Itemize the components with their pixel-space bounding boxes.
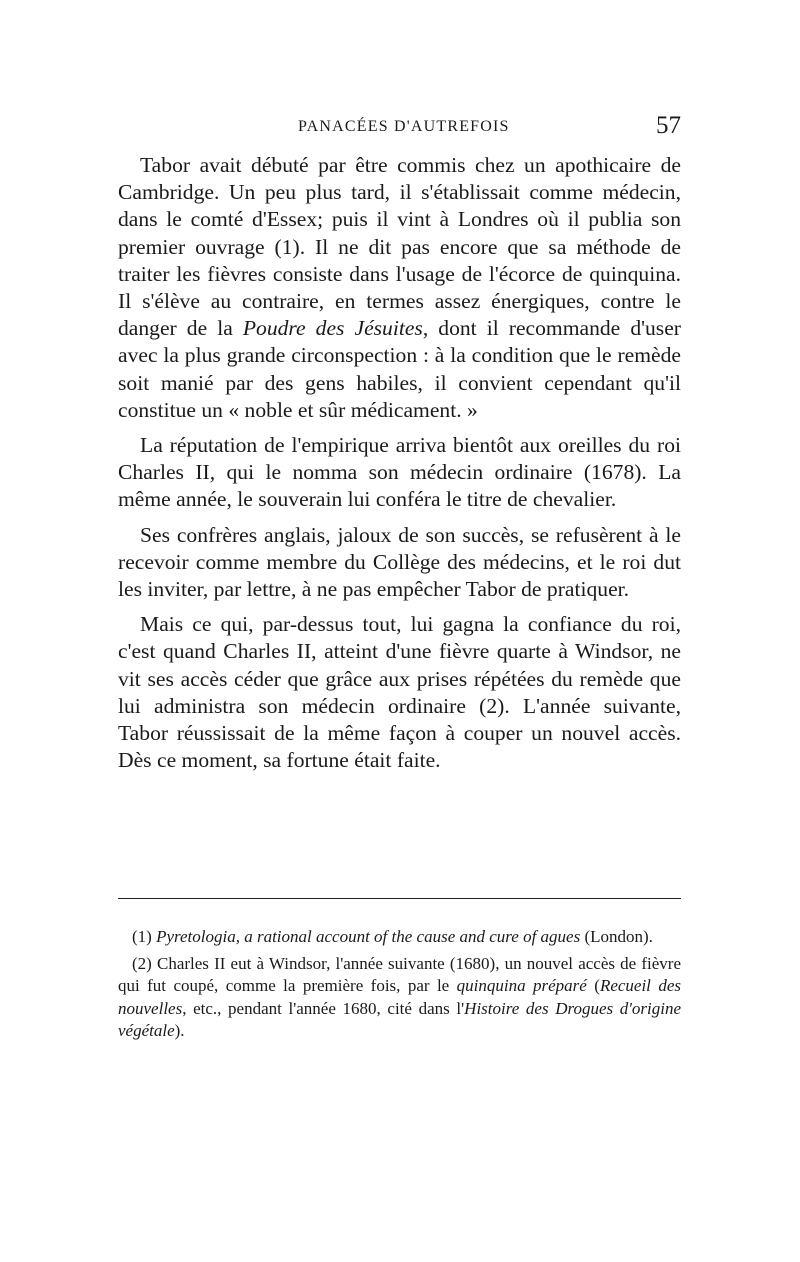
paragraph-3: Ses confrères anglais, jaloux de son succès, se refusèrent à le recevoir comme membre du Collège des médecins, et le roi dut les inviter, par lettre, à ne pas empêcher Tabor de pratiquer. xyxy=(118,522,681,602)
running-title: PANACÉES D'AUTREFOIS xyxy=(298,118,510,135)
body-text xyxy=(118,152,681,782)
italic-title: Poudre des Jésuites xyxy=(242,316,423,341)
page-header xyxy=(118,112,681,146)
paragraph-2: La réputation de l'empirique arriva bientôt aux oreilles du roi Charles II, qui le nomma son médecin ordinaire (1678). La même année, le souverain lui conféra le titre de chevalier. xyxy=(118,433,681,512)
footnotes xyxy=(118,926,681,1047)
page-number: 57 xyxy=(656,112,681,139)
footnote-2: (2) Charles II eut à Windsor, l'année suivante (1680), un nouvel accès de fièvre qui fut coupé, comme la première fois, par le quinquina préparé (Recueil des nouvelles, etc., pendant l'année 1680, cité dans l'Histoire des Drogues d'origine végétale). xyxy=(118,953,681,1040)
footnote-rule xyxy=(118,898,681,899)
paragraph-4: Mais ce qui, par-dessus tout, lui gagna la confiance du roi, c'est quand Charles II, atteint d'une fièvre quarte à Windsor, ne vit ses accès céder que grâce aux prises répétées du remède que lui administra son médecin ordinaire (2). L'année suivante, Tabor réussissait de la même façon à couper un nouvel accès. Dès ce moment, sa fortune était faite. xyxy=(118,612,681,773)
paragraph-1: Tabor avait débuté par être commis chez un apothicaire de Cambridge. Un peu plus tard, il s'établissait comme médecin, dans le comté d'Essex; puis il vint à Londres où il publia son premier ouvrage (1). Il ne dit pas encore que sa méthode de traiter les fièvres consiste dans l'usage de l'écorce de quinquina. Il s'élève au contraire, en termes assez énergiques, contre le danger de la Poudre des Jésuites, dont il recommande d'user avec la plus grande circonspection : à la condition que le remède soit manié par des gens habiles, il convient cependant qu'il constitue un « noble et sûr médicament. » xyxy=(118,153,681,422)
footnote-1: (1) Pyretologia, a rational account of the cause and cure of agues (London). xyxy=(132,927,653,946)
